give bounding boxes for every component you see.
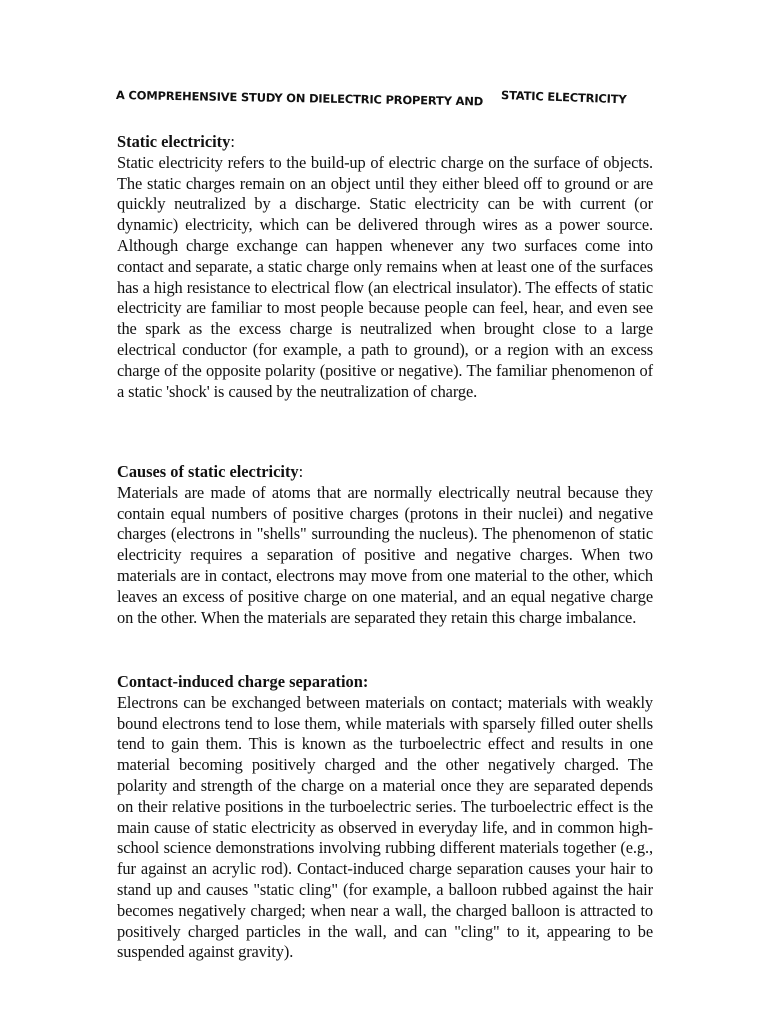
section-body: Static electricity refers to the build-up of electric charge on the surface of objects. The static charges remain on an object until they either bleed off to ground or are quickly neutralized by a discharge. Static electricity can be with current (or dynamic) electricity, which can be delivered through wires as a power source. Although charge exchange can happen whenever any two surfaces come into contact and separate, a static charge only remains when at least one of the surfaces has a high resistance to electrical flow (an electrical insulator). The effects of static electricity are familiar to most people because people can feel, hear, and even see the spark as the excess charge is neutralized when brought close to a large electrical conductor (for example, a path to ground), or a region with an excess charge of the opposite polarity (positive or negative). The familiar phenomenon of a static 'shock' is caused by the neutralization of charge. xyxy=(117,152,653,401)
section-heading: Contact-induced charge separation: xyxy=(117,672,369,691)
section-body: Electrons can be exchanged between materials on contact; materials with weakly bound electrons tend to lose them, while materials with sparsely filled outer shells tend to gain them. This is known as the turboelectric effect and results in one material becoming positively charged and the other negatively charged. The polarity and strength of the charge on a material once they are separated depends on their relative positions in the turboelectric series. The turboelectric effect is the main cause of static electricity as observed in everyday life, and in common high-school science demonstrations involving rubbing different materials together (e.g., fur against an acrylic rod). Contact-induced charge separation causes your hair to stand up and causes "static cling" (for example, a balloon rubbed against the hair becomes negatively charged; when near a wall, the charged balloon is attracted to positively charged particles in the wall, and can "cling" to it, appearing to be suspended against gravity). xyxy=(117,692,653,962)
section-heading: Static electricity: xyxy=(117,132,235,151)
section-causes-of-static-electricity xyxy=(117,462,653,628)
title-part-1: A COMPREHENSIVE STUDY ON DIELECTRIC PROPERTY AND xyxy=(115,88,484,109)
document-title xyxy=(115,88,676,109)
title-part-2: STATIC ELECTRICITY xyxy=(500,88,627,107)
section-heading: Causes of static electricity: xyxy=(117,462,304,481)
section-body: Materials are made of atoms that are normally electrically neutral because they contain equal numbers of positive charges (protons in their nuclei) and negative charges (electrons in "shells" surrounding the nucleus). The phenomenon of static electricity requires a separation of positive and negative charges. When two materials are in contact, electrons may move from one material to the other, which leaves an excess of positive charge on one material, and an equal negative charge on the other. When the materials are separated they retain this charge imbalance. xyxy=(117,482,653,627)
section-static-electricity xyxy=(117,132,653,402)
section-contact-induced-charge-separation xyxy=(117,672,653,963)
